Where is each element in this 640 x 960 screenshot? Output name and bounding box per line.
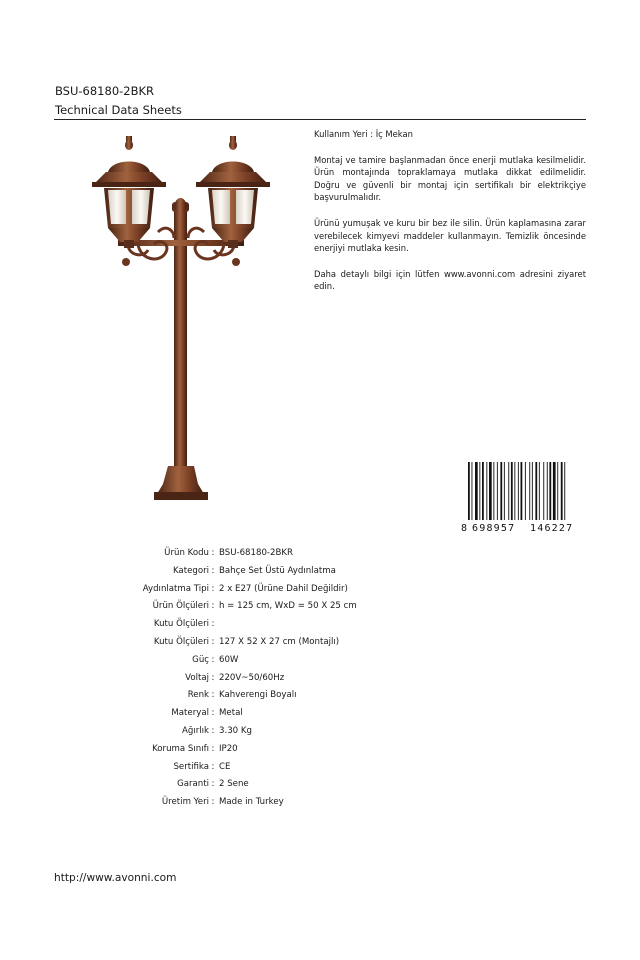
document-subtitle: Technical Data Sheets <box>55 103 182 117</box>
barcode-bar <box>518 462 519 520</box>
spec-separator: : <box>211 797 215 808</box>
spec-value: Metal <box>219 708 243 719</box>
barcode-bar <box>529 462 530 520</box>
barcode-bar <box>486 462 487 520</box>
spec-separator: : <box>211 548 215 558</box>
barcode-bar <box>468 462 470 520</box>
spec-value <box>217 616 219 634</box>
spec-separator: : <box>211 708 215 719</box>
spec-label: Sertifika <box>173 761 209 772</box>
spec-value: 2 x E27 (Ürüne Dahil Değildir) <box>219 583 348 594</box>
barcode-left-group: 698957 <box>472 523 516 533</box>
spec-value: Bahçe Set Üstü Aydınlatma <box>219 565 336 576</box>
spec-row <box>60 741 357 759</box>
spec-row <box>60 581 357 599</box>
spec-label: Ağırlık <box>181 725 209 736</box>
barcode-bar <box>553 462 556 520</box>
barcode-bar <box>514 462 515 520</box>
spec-value: h = 125 cm, WxD = 50 X 25 cm <box>219 601 357 612</box>
barcode-bar <box>489 462 492 520</box>
spec-value: 60W <box>219 654 239 665</box>
spec-row <box>60 759 357 777</box>
barcode-bar <box>525 462 526 520</box>
spec-separator: : <box>211 690 215 701</box>
barcode-bar <box>539 462 540 520</box>
safety-paragraph: Montaj ve tamire başlanmadan önce enerji mutlaka kesilmelidir. Ürün montajında topraklamaya mutlaka dikkat edilmelidir. Doğru ve güvenli bir montaj için sertifikalı bir elektrikçiye başvurulmalıdır. <box>314 154 586 203</box>
spec-label: Materyal <box>171 708 209 719</box>
header-divider <box>54 119 586 120</box>
spec-label: Kutu Ölçüleri <box>153 636 209 647</box>
barcode-bar <box>532 462 533 520</box>
care-paragraph: Ürünü yumuşak ve kuru bir bez ile silin. Ürün kaplamasına zarar verebilecek kimyevi maddeler kullanmayın. Temizlik öncesinde enerjiyi mutlaka kesin. <box>314 217 586 254</box>
spec-value: 220V~50/60Hz <box>219 672 285 683</box>
barcode-bar <box>549 462 551 520</box>
barcode-bars <box>468 462 565 520</box>
barcode-bar <box>543 462 544 520</box>
spec-separator: : <box>211 725 215 736</box>
barcode-bar <box>475 462 478 520</box>
spec-row <box>60 705 357 723</box>
spec-label: Kutu Ölçüleri <box>153 619 209 630</box>
barcode-bar <box>508 462 509 520</box>
spec-value: IP20 <box>219 743 238 754</box>
spec-separator: : <box>211 672 215 683</box>
spec-row <box>60 723 357 741</box>
barcode-bar <box>497 462 498 520</box>
spec-row <box>60 652 357 670</box>
spec-row <box>60 563 357 581</box>
barcode-first-digit: 8 <box>461 523 468 533</box>
barcode-bar <box>504 462 505 520</box>
spec-row <box>60 670 357 688</box>
info-paragraph: Daha detaylı bilgi için lütfen www.avonni.com adresini ziyaret edin. <box>314 268 586 292</box>
barcode-bar <box>472 462 473 520</box>
barcode-bar <box>479 462 480 520</box>
website-url: http://www.avonni.com <box>54 872 177 884</box>
spec-row <box>60 687 357 705</box>
product-description <box>314 128 586 306</box>
spec-value: 2 Sene <box>219 779 249 790</box>
barcode-bar <box>564 462 565 520</box>
spec-label: Ürün Kodu <box>164 548 209 558</box>
barcode-bar <box>500 462 502 520</box>
barcode <box>458 461 588 533</box>
spec-label: Renk <box>187 690 209 701</box>
barcode-bar <box>511 462 513 520</box>
barcode-bar <box>561 462 563 520</box>
barcode-bar <box>482 462 484 520</box>
spec-separator: : <box>211 619 215 630</box>
spec-separator: : <box>211 565 215 576</box>
spec-label: Aydınlatma Tipi <box>142 583 209 594</box>
spec-row <box>60 616 357 634</box>
spec-table <box>60 545 357 812</box>
spec-value: Made in Turkey <box>219 797 284 808</box>
spec-value: Kahverengi Boyalı <box>219 690 297 701</box>
spec-row <box>60 545 357 563</box>
spec-separator: : <box>211 583 215 594</box>
spec-separator: : <box>211 636 215 647</box>
spec-separator: : <box>211 601 215 612</box>
spec-label: Ürün Ölçüleri <box>152 601 209 612</box>
product-code-header: BSU-68180-2BKR <box>55 84 155 98</box>
spec-row <box>60 634 357 652</box>
spec-label: Üretim Yeri <box>161 797 209 808</box>
spec-value: 127 X 52 X 27 cm (Montajlı) <box>219 636 340 647</box>
spec-row <box>60 794 357 812</box>
spec-row <box>60 776 357 794</box>
spec-row <box>60 598 357 616</box>
spec-label: Koruma Sınıfı <box>152 743 209 754</box>
spec-separator: : <box>211 743 215 754</box>
spec-label: Güç <box>192 654 209 665</box>
lamp-product-image <box>88 132 278 508</box>
usage-location: Kullanım Yeri : İç Mekan <box>314 129 413 139</box>
barcode-right-group: 146227 <box>530 523 574 533</box>
spec-value: 3.30 Kg <box>219 725 252 736</box>
spec-value: BSU-68180-2BKR <box>219 548 293 558</box>
barcode-bar <box>493 462 494 520</box>
barcode-bar <box>557 462 558 520</box>
barcode-bar <box>535 462 537 520</box>
spec-label: Garanti <box>177 779 209 790</box>
spec-value: CE <box>219 761 231 772</box>
barcode-bar <box>547 462 548 520</box>
spec-separator: : <box>211 779 215 790</box>
spec-separator: : <box>211 654 215 665</box>
spec-label: Kategori <box>172 565 209 576</box>
spec-separator: : <box>211 761 215 772</box>
spec-label: Voltaj <box>185 672 209 683</box>
barcode-bar <box>521 462 523 520</box>
